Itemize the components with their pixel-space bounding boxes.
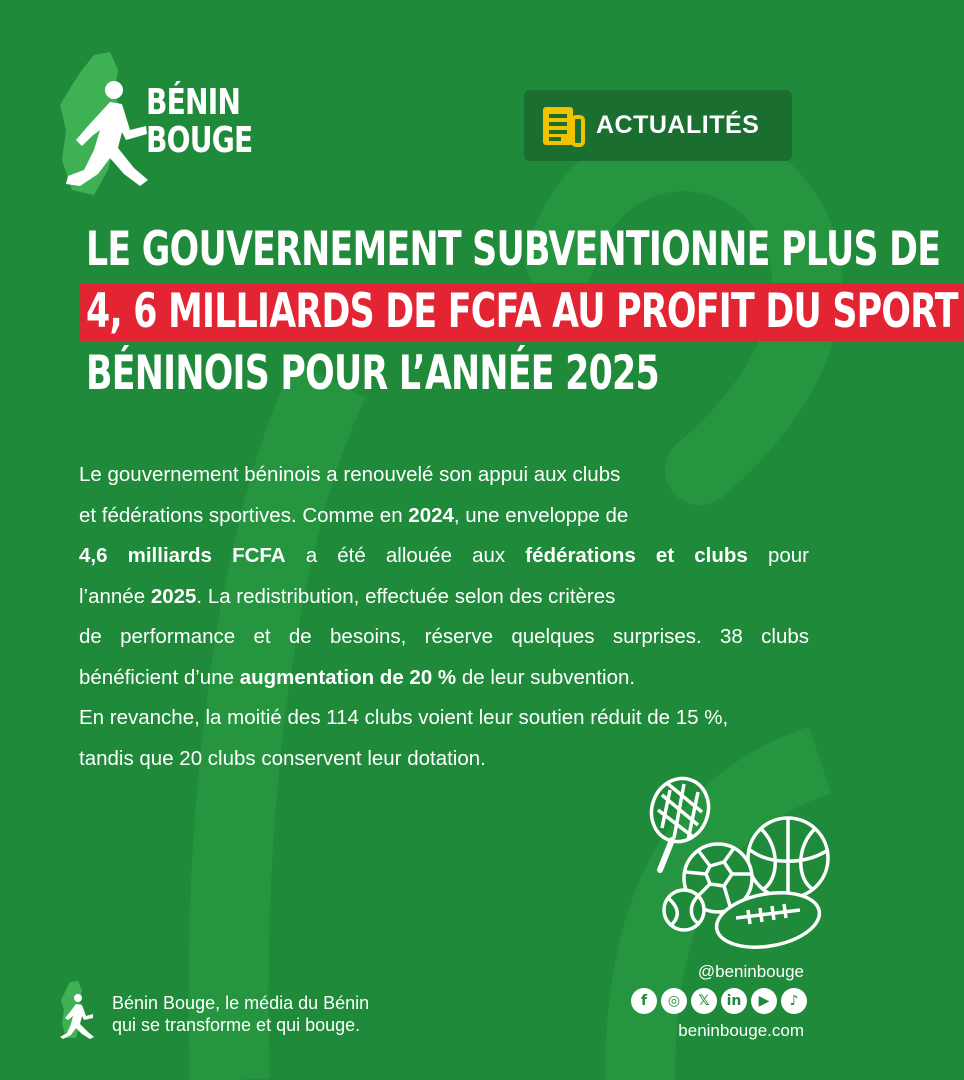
body-line: 4,6 milliards FCFA a été allouée aux fédérations et clubs pour <box>79 544 809 567</box>
brand-name <box>146 84 252 160</box>
badge-label: ACTUALITÉS <box>596 111 760 139</box>
tagline-line-2: qui se transforme et qui bouge. <box>112 1015 361 1035</box>
tiktok-icon[interactable]: ♪ <box>781 988 807 1014</box>
facebook-icon[interactable]: f <box>631 988 657 1014</box>
footer-tagline <box>112 992 369 1036</box>
sports-balls-icon <box>640 770 840 955</box>
brand-line-1: BÉNIN <box>146 82 241 123</box>
x-icon[interactable]: 𝕏 <box>691 988 717 1014</box>
website-link[interactable]: beninbouge.com <box>678 1021 804 1040</box>
linkedin-icon[interactable]: in <box>721 988 747 1014</box>
social-handle: @beninbouge <box>697 962 804 981</box>
footer-logo-icon <box>58 980 100 1040</box>
body-line: En revanche, la moitié des 114 clubs voient leur soutien réduit de 15 %, <box>79 706 729 729</box>
newspaper-icon <box>540 103 586 149</box>
headline-highlight: 4, 6 MILLIARDS DE FCFA AU PROFIT DU SPORT <box>80 283 964 341</box>
article-body <box>79 455 809 779</box>
youtube-icon[interactable]: ▶ <box>751 988 777 1014</box>
tagline-line-1: Bénin Bouge, le média du Bénin <box>112 993 370 1013</box>
category-badge <box>524 90 792 161</box>
body-line: l’année 2025. La redistribution, effectuée selon des critères <box>79 584 616 608</box>
body-line: de performance et de besoins, réserve quelques surprises. 38 clubs <box>79 625 809 648</box>
brand-line-2: BOUGE <box>146 120 253 161</box>
headline-line-1: LE GOUVERNEMENT SUBVENTIONNE PLUS DE <box>86 222 941 277</box>
body-line: Le gouvernement béninois a renouvelé son appui aux clubs <box>79 463 621 486</box>
instagram-icon[interactable]: ◎ <box>661 988 687 1014</box>
body-line: tandis que 20 clubs conservent leur dotation. <box>79 746 486 770</box>
social-icons <box>631 988 807 1014</box>
headline <box>86 220 964 406</box>
headline-line-3: BÉNINOIS POUR L’ANNÉE 2025 <box>86 346 659 401</box>
body-line: bénéficient d’une augmentation de 20 % de leur subvention. <box>79 665 636 689</box>
body-line: et fédérations sportives. Comme en 2024, une enveloppe de <box>79 503 629 527</box>
